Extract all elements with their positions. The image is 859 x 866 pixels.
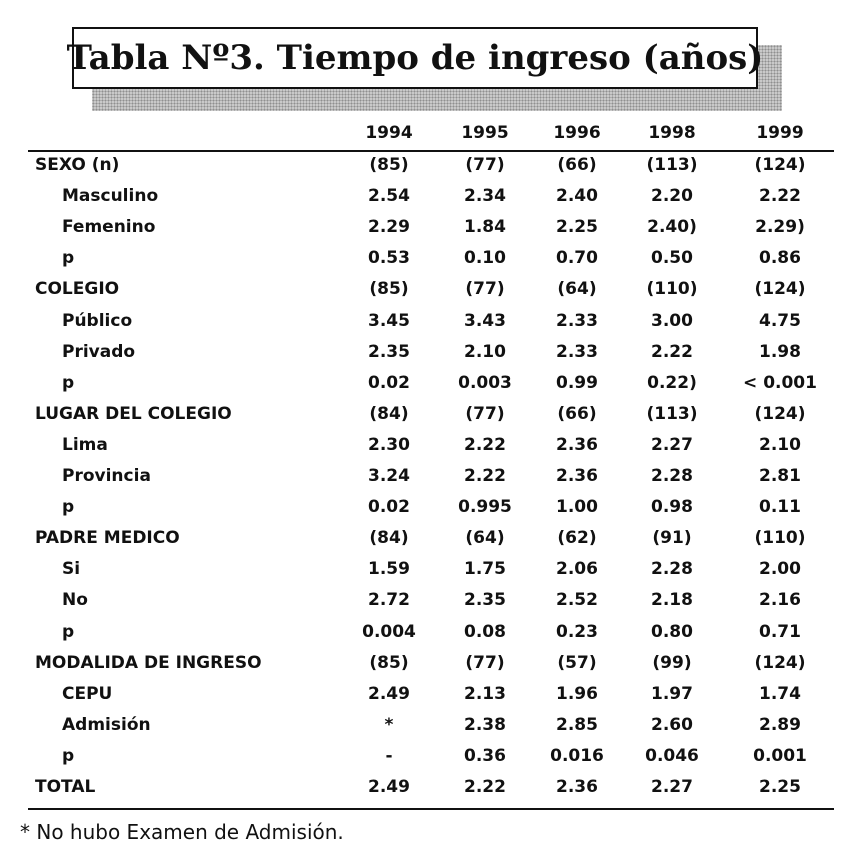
cell-1994: 1.59: [368, 559, 410, 580]
table-row: [0, 590, 859, 620]
cell-1999: 0.71: [759, 621, 801, 642]
row-label: p: [62, 372, 75, 393]
cell-1994: 0.02: [368, 497, 410, 518]
row-label: Lima: [62, 434, 108, 455]
cell-1995: 2.22: [464, 434, 506, 455]
cell-1998: 2.28: [651, 559, 693, 580]
row-label: Privado: [62, 341, 136, 362]
cell-1998: 2.60: [651, 714, 693, 735]
row-label: Si: [62, 559, 81, 580]
cell-1996: 0.99: [556, 372, 598, 393]
cell-1995: 3.43: [464, 310, 506, 331]
cell-1996: 0.016: [550, 745, 604, 766]
table-row: [0, 342, 859, 372]
row-label: p: [62, 745, 75, 766]
cell-1995: 2.13: [464, 683, 506, 704]
table-row: [0, 715, 859, 745]
cell-1996: (66): [557, 403, 597, 424]
cell-1998: 0.046: [645, 745, 699, 766]
cell-1999: 2.89: [759, 714, 801, 735]
cell-1998: (99): [652, 652, 692, 673]
cell-1999: 1.98: [759, 341, 801, 362]
table-row: [0, 373, 859, 403]
cell-1994: -: [385, 745, 393, 766]
cell-1998: 3.00: [651, 310, 693, 331]
cell-1994: 2.29: [368, 217, 410, 238]
cell-1996: 2.52: [556, 590, 598, 611]
cell-1998: (113): [646, 403, 698, 424]
cell-1994: (84): [369, 528, 409, 549]
cell-1998: 0.98: [651, 497, 693, 518]
row-label: p: [62, 497, 75, 518]
cell-1996: (62): [557, 528, 597, 549]
cell-1994: 0.02: [368, 372, 410, 393]
cell-1994: (85): [369, 652, 409, 673]
row-label: p: [62, 621, 75, 642]
row-label: COLEGIO: [35, 279, 120, 300]
table-row: [0, 653, 859, 683]
table-row: [0, 186, 859, 216]
table-row: [0, 497, 859, 527]
cell-1995: 2.34: [464, 186, 506, 207]
cell-1999: 0.001: [753, 745, 807, 766]
cell-1999: 2.16: [759, 590, 801, 611]
table-row: [0, 466, 859, 496]
cell-1998: 2.27: [651, 777, 693, 797]
cell-1995: (64): [465, 528, 505, 549]
cell-1995: 0.10: [464, 248, 506, 269]
cell-1998: 2.27: [651, 434, 693, 455]
year-header-1995: 1995: [461, 123, 509, 143]
cell-1996: (64): [557, 279, 597, 300]
cell-1998: 0.50: [651, 248, 693, 269]
cell-1999: 2.25: [759, 777, 801, 797]
cell-1995: (77): [465, 652, 505, 673]
cell-1995: 2.22: [464, 466, 506, 486]
cell-1995: 0.003: [458, 372, 512, 393]
row-label: TOTAL: [35, 777, 96, 797]
cell-1994: 0.004: [362, 621, 416, 642]
cell-1999: (124): [754, 279, 806, 300]
cell-1996: 0.70: [556, 248, 598, 269]
cell-1996: 2.33: [556, 341, 598, 362]
cell-1998: (110): [646, 279, 698, 300]
cell-1994: 3.24: [368, 466, 410, 486]
table-row: [0, 217, 859, 247]
cell-1996: 2.36: [556, 434, 598, 455]
cell-1995: 0.995: [458, 497, 512, 518]
cell-1994: (84): [369, 403, 409, 424]
cell-1994: 2.72: [368, 590, 410, 611]
cell-1994: 0.53: [368, 248, 410, 269]
cell-1999: 2.22: [759, 186, 801, 207]
year-header-1999: 1999: [756, 123, 804, 143]
cell-1994: 2.49: [368, 777, 410, 797]
table-row: [0, 559, 859, 589]
row-label: No: [62, 590, 88, 611]
cell-1996: 2.85: [556, 714, 598, 735]
cell-1996: 2.40: [556, 186, 598, 207]
cell-1999: 4.75: [759, 310, 801, 331]
footnote: * No hubo Examen de Admisión.: [20, 820, 344, 844]
table-row: [0, 155, 859, 185]
header-rule: [28, 150, 834, 152]
cell-1998: 2.18: [651, 590, 693, 611]
title-box: [66, 27, 764, 89]
cell-1994: *: [384, 714, 394, 735]
cell-1999: (124): [754, 155, 806, 175]
table-row: [0, 248, 859, 278]
table-row: [0, 528, 859, 558]
cell-1995: (77): [465, 403, 505, 424]
year-header-1996: 1996: [553, 123, 601, 143]
row-label: LUGAR DEL COLEGIO: [35, 403, 232, 424]
table-row: [0, 684, 859, 714]
cell-1996: 2.25: [556, 217, 598, 238]
cell-1996: 2.36: [556, 777, 598, 797]
cell-1994: 2.49: [368, 683, 410, 704]
cell-1995: 2.38: [464, 714, 506, 735]
cell-1998: 2.20: [651, 186, 693, 207]
row-label: p: [62, 248, 75, 269]
cell-1995: 0.08: [464, 621, 506, 642]
cell-1996: 0.23: [556, 621, 598, 642]
cell-1998: 0.80: [651, 621, 693, 642]
cell-1999: 0.11: [759, 497, 801, 518]
bottom-rule: [28, 808, 834, 810]
table-row: [0, 435, 859, 465]
cell-1999: 1.74: [759, 683, 801, 704]
row-label: SEXO (n): [35, 155, 120, 175]
cell-1994: (85): [369, 155, 409, 175]
table-row: [0, 311, 859, 341]
cell-1994: (85): [369, 279, 409, 300]
cell-1998: 1.97: [651, 683, 693, 704]
cell-1995: 2.10: [464, 341, 506, 362]
cell-1999: < 0.001: [743, 372, 817, 393]
cell-1995: 1.75: [464, 559, 506, 580]
table-row: [0, 746, 859, 776]
cell-1994: 2.30: [368, 434, 410, 455]
cell-1994: 3.45: [368, 310, 410, 331]
row-label: Provincia: [62, 466, 151, 486]
cell-1996: 1.96: [556, 683, 598, 704]
cell-1998: (113): [646, 155, 698, 175]
row-label: CEPU: [62, 683, 113, 704]
cell-1995: 1.84: [464, 217, 506, 238]
cell-1996: 2.36: [556, 466, 598, 486]
cell-1995: (77): [465, 279, 505, 300]
cell-1998: 2.22: [651, 341, 693, 362]
year-header-1998: 1998: [648, 123, 696, 143]
row-label: PADRE MEDICO: [35, 528, 180, 549]
cell-1996: 1.00: [556, 497, 598, 518]
table-row: [0, 404, 859, 434]
cell-1999: 0.86: [759, 248, 801, 269]
cell-1999: 2.81: [759, 466, 801, 486]
cell-1999: (110): [754, 528, 806, 549]
cell-1996: (66): [557, 155, 597, 175]
year-header-1994: 1994: [365, 123, 413, 143]
cell-1996: 2.33: [556, 310, 598, 331]
cell-1999: 2.00: [759, 559, 801, 580]
cell-1995: 2.35: [464, 590, 506, 611]
cell-1999: (124): [754, 652, 806, 673]
row-label: Público: [62, 310, 133, 331]
table-row: [0, 622, 859, 652]
row-label: Femenino: [62, 217, 156, 238]
table-row: [0, 279, 859, 309]
cell-1998: (91): [652, 528, 692, 549]
table-title: Tabla Nº3. Tiempo de ingreso (años): [66, 38, 764, 78]
cell-1995: 2.22: [464, 777, 506, 797]
cell-1995: (77): [465, 155, 505, 175]
row-label: MODALIDA DE INGRESO: [35, 652, 262, 673]
table-row: [0, 777, 859, 807]
cell-1998: 2.28: [651, 466, 693, 486]
cell-1998: 0.22): [647, 372, 697, 393]
cell-1996: 2.06: [556, 559, 598, 580]
cell-1999: (124): [754, 403, 806, 424]
row-label: Masculino: [62, 186, 159, 207]
cell-1994: 2.35: [368, 341, 410, 362]
cell-1994: 2.54: [368, 186, 410, 207]
row-label: Admisión: [62, 714, 151, 735]
cell-1996: (57): [557, 652, 597, 673]
cell-1999: 2.29): [755, 217, 805, 238]
cell-1999: 2.10: [759, 434, 801, 455]
cell-1995: 0.36: [464, 745, 506, 766]
cell-1998: 2.40): [647, 217, 697, 238]
